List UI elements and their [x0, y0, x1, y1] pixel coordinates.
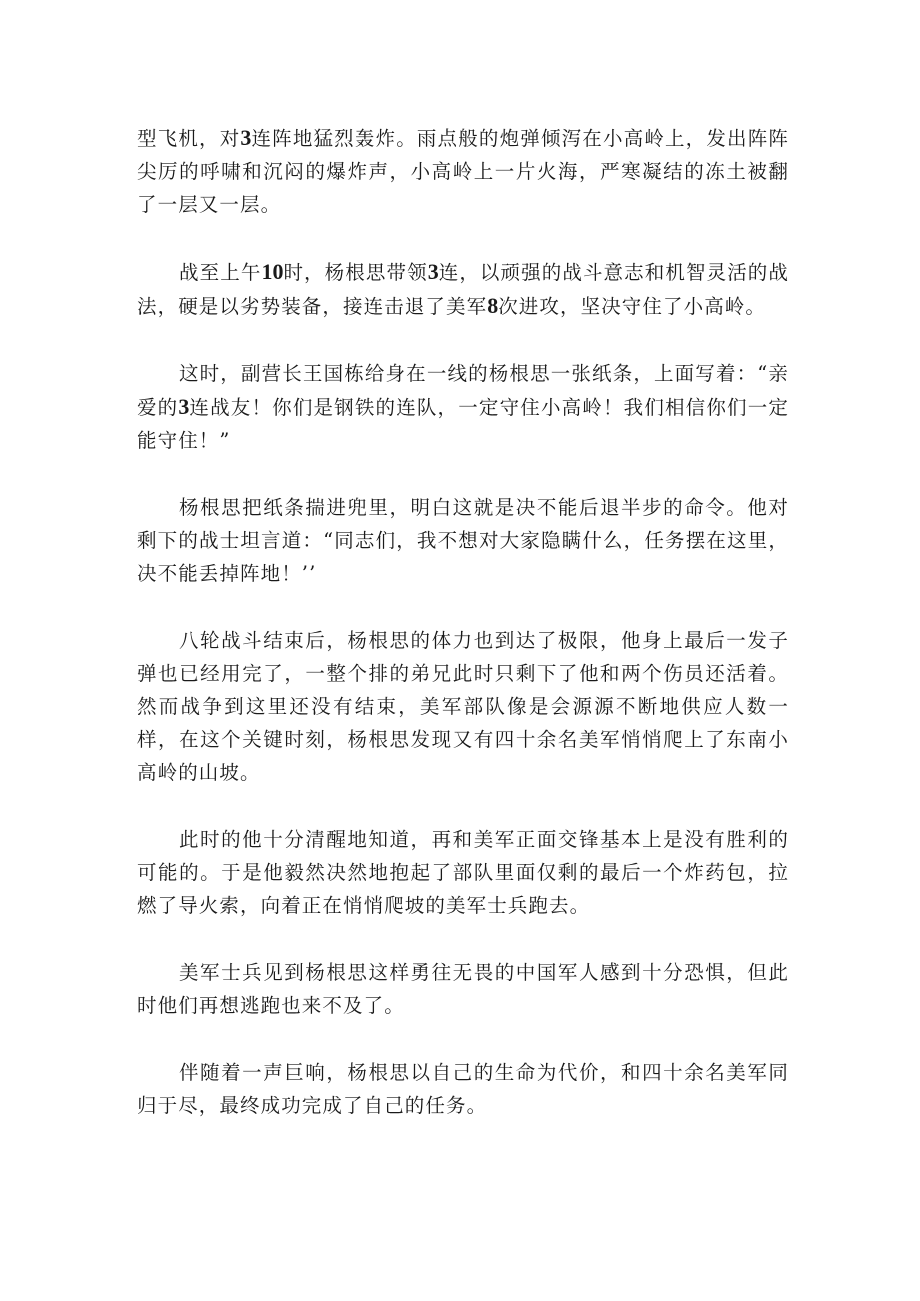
- paragraph-3: 这时，副营长王国栋给身在一线的杨根思一张纸条，上面写着：“亲爱的3连战友！你们是钢铁的连队，一定守住小高岭！我们相信你们一定能守住！”: [137, 362, 789, 452]
- paragraph-2: 战至上午10时，杨根思带领3连，以顽强的战斗意志和机智灵活的战法，硬是以劣势装备，接连击退了美军8次进攻，坚决守住了小高岭。: [137, 259, 790, 318]
- paragraph-5: 八轮战斗结束后，杨根思的体力也到达了极限，他身上最后一发子弹也已经用完了，一整个排的弟兄此时只剩下了他和两个伤员还活着。然而战争到这里还没有结束，美军部队像是会源源不断地供应人数一样，在这个关键时刻，杨根思发现又有四十余名美军悄悄爬上了东南小高岭的山坡。: [137, 629, 789, 784]
- paragraph-1: 型飞机，对3连阵地猛烈轰炸。雨点般的炮弹倾泻在小高岭上，发出阵阵尖厉的呼啸和沉闷的爆炸声，小高岭上一片火海，严寒凝结的冻土被翻了一层又一层。: [137, 125, 789, 216]
- numeral: 3: [427, 259, 439, 284]
- numeral: 3: [178, 394, 190, 419]
- paragraph-7: 美军士兵见到杨根思这样勇往无畏的中国军人感到十分恐惧，但此时他们再想逃跑也来不及了。: [137, 961, 789, 1017]
- numeral: 10: [261, 259, 284, 284]
- paragraph-6: 此时的他十分清醒地知道，再和美军正面交锋基本上是没有胜利的可能的。于是他毅然决然地抱起了部队里面仅剩的最后一个炸药包，拉燃了导火索，向着正在悄悄爬坡的美军士兵跑去。: [137, 828, 789, 917]
- paragraph-4: 杨根思把纸条揣进兜里，明白这就是决不能后退半步的命令。他对剩下的战士坦言道：“同志们，我不想对大家隐瞒什么，任务摆在这里，决不能丢掉阵地！’’: [137, 496, 789, 585]
- body-text: [137, 121, 789, 1156]
- numeral: 3: [240, 125, 252, 150]
- numeral: 8: [487, 293, 499, 318]
- paragraph-8: 伴随着一声巨响，杨根思以自己的生命为代价，和四十余名美军同归于尽，最终成功完成了自己的任务。: [137, 1061, 789, 1117]
